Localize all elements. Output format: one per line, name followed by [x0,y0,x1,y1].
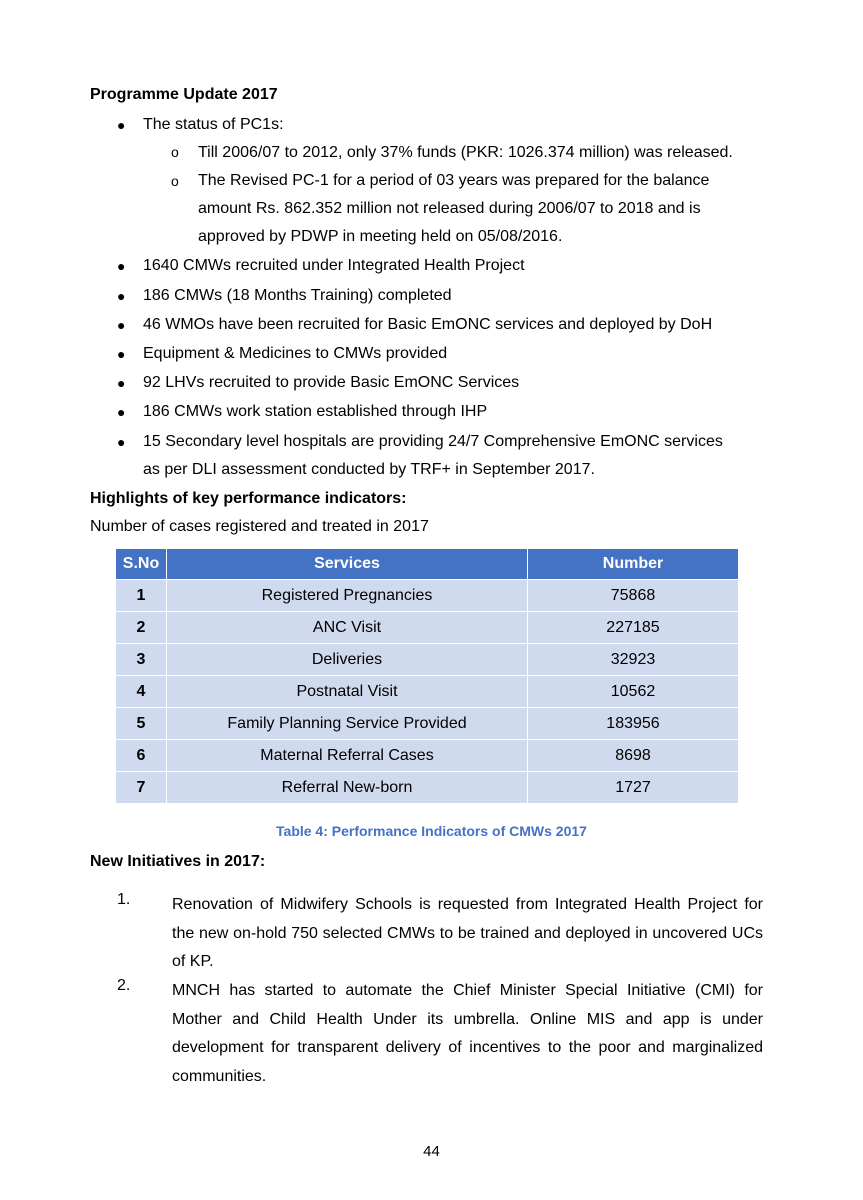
bullet-text: 92 LHVs recruited to provide Basic EmONC Services [143,374,520,391]
sub-bullet-text: Till 2006/07 to 2012, only 37% funds (PKR: 1026.374 million) was released. [198,144,733,161]
table-row [116,580,739,612]
bullet-icon: ● [117,317,126,333]
number-cell: 183956 [528,708,739,740]
number-cell: 32923 [528,644,739,676]
list-item-text: Renovation of Midwifery Schools is requested from Integrated Health Project for the new on-hold 750 selected CMWs to be trained and deployed in uncovered UCs of KP. [172,896,763,970]
bullet-icon: ● [117,375,126,391]
bullet-icon: ● [117,434,126,450]
list-number: 1. [117,891,131,908]
serial-cell: 4 [116,676,167,708]
list-item-text: MNCH has started to automate the Chief Minister Special Initiative (CMI) for Mother and Child Health Under its umbrella. Online MIS and app is under development for transparent delivery of incentives to the poor and marginalized communities. [172,982,763,1085]
section-heading: Programme Update 2017 [90,86,278,103]
list-number: 2. [117,977,131,994]
column-header: Number [528,549,739,580]
table-row [116,772,739,804]
serial-cell: 7 [116,772,167,804]
bullet-text: 186 CMWs work station established through IHP [143,403,488,420]
table-header-row [116,549,739,580]
bullet-text: 46 WMOs have been recruited for Basic EmONC services and deployed by DoH [143,316,713,333]
bullet-text: 15 Secondary level hospitals are providing 24/7 Comprehensive EmONC services [143,433,723,450]
bullet-icon: ● [117,117,126,133]
number-cell: 1727 [528,772,739,804]
table-caption: Table 4: Performance Indicators of CMWs 2017 [276,823,587,839]
page-number: 44 [423,1143,440,1160]
table-row [116,612,739,644]
sub-bullet-text: The Revised PC-1 for a period of 03 years was prepared for the balance [198,172,710,189]
serial-cell: 2 [116,612,167,644]
table-row [116,708,739,740]
serial-cell: 3 [116,644,167,676]
bullet-text: 1640 CMWs recruited under Integrated Health Project [143,257,525,274]
service-cell: Registered Pregnancies [167,580,528,612]
bullet-text: Equipment & Medicines to CMWs provided [143,345,448,362]
column-header: S.No [116,549,167,580]
table-row [116,644,739,676]
number-cell: 227185 [528,612,739,644]
table-row [116,676,739,708]
bullet-text: as per DLI assessment conducted by TRF+ in September 2017. [143,461,595,478]
performance-table [115,548,739,804]
number-cell: 8698 [528,740,739,772]
serial-cell: 1 [116,580,167,612]
bullet-icon: ● [117,258,126,274]
service-cell: Family Planning Service Provided [167,708,528,740]
number-cell: 75868 [528,580,739,612]
bullet-icon: ● [117,404,126,420]
service-cell: Postnatal Visit [167,676,528,708]
bullet-text: The status of PC1s: [143,116,284,133]
column-header: Services [167,549,528,580]
serial-cell: 5 [116,708,167,740]
service-cell: Maternal Referral Cases [167,740,528,772]
bullet-text: 186 CMWs (18 Months Training) completed [143,287,452,304]
bullet-icon: ● [117,346,126,362]
highlights-subheading: Number of cases registered and treated in 2017 [90,518,429,535]
sub-bullet-icon: o [171,173,179,189]
sub-bullet-text: approved by PDWP in meeting held on 05/08/2016. [198,228,563,245]
initiatives-heading: New Initiatives in 2017: [90,853,266,870]
sub-bullet-icon: o [171,144,179,160]
bullet-icon: ● [117,288,126,304]
number-cell: 10562 [528,676,739,708]
highlights-heading: Highlights of key performance indicators: [90,490,407,507]
service-cell: ANC Visit [167,612,528,644]
serial-cell: 6 [116,740,167,772]
sub-bullet-text: amount Rs. 862.352 million not released during 2006/07 to 2018 and is [198,200,701,217]
service-cell: Referral New-born [167,772,528,804]
service-cell: Deliveries [167,644,528,676]
table-row [116,740,739,772]
